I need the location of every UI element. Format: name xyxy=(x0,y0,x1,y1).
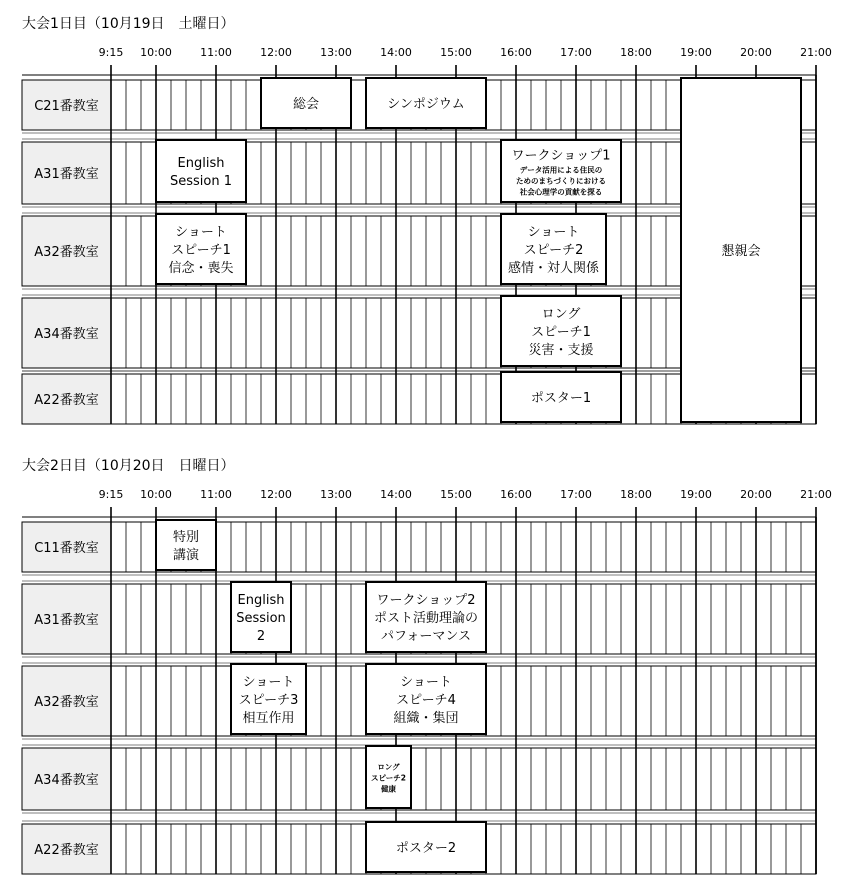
day-1-schedule xyxy=(22,15,832,424)
event-title-line: ポスター1 xyxy=(530,391,592,406)
event-subtitle-line: 社会心理学の貢献を探る xyxy=(519,187,603,197)
time-label: 16:00 xyxy=(500,488,532,501)
event-title-line: 感情・対人関係 xyxy=(507,261,600,276)
time-label: 11:00 xyxy=(200,46,232,59)
event-title-line: ショート xyxy=(242,675,295,690)
event-title-line: スピーチ1 xyxy=(171,243,231,258)
time-label: 18:00 xyxy=(620,488,652,501)
time-label: 17:00 xyxy=(560,488,592,501)
time-label: 20:00 xyxy=(740,488,772,501)
room-label: A34番教室 xyxy=(34,773,99,788)
event-block[interactable] xyxy=(366,582,486,652)
time-label: 14:00 xyxy=(380,46,412,59)
time-label: 12:00 xyxy=(260,46,292,59)
time-label: 19:00 xyxy=(680,46,712,59)
event-block[interactable] xyxy=(156,520,216,570)
room-label: A31番教室 xyxy=(34,167,99,182)
event-title-line: シンポジウム xyxy=(387,97,465,112)
event-title-line: 講演 xyxy=(172,548,200,563)
event-block[interactable] xyxy=(366,664,486,734)
room-label: A32番教室 xyxy=(34,245,99,260)
time-label: 16:00 xyxy=(500,46,532,59)
event-title-line: ポスト活動理論の xyxy=(373,611,479,626)
event-title-line: ポスター2 xyxy=(395,841,457,856)
event-title-line: 総会 xyxy=(292,97,320,112)
time-label: 12:00 xyxy=(260,488,292,501)
event-block[interactable] xyxy=(231,582,291,652)
time-label: 15:00 xyxy=(440,488,472,501)
room-label: C21番教室 xyxy=(34,99,99,114)
event-title-line: 懇親会 xyxy=(721,244,761,259)
time-label: 10:00 xyxy=(140,46,172,59)
room-label: A22番教室 xyxy=(34,393,99,408)
event-title-line: パフォーマンス xyxy=(381,629,471,644)
day-2-schedule xyxy=(22,457,832,874)
room-label: C11番教室 xyxy=(34,541,99,556)
event-block[interactable] xyxy=(261,78,351,128)
time-label: 11:00 xyxy=(200,488,232,501)
event-block[interactable] xyxy=(231,664,306,734)
event-title-line: ショート xyxy=(175,225,227,240)
event-block[interactable] xyxy=(366,746,411,808)
time-label: 9:15 xyxy=(98,46,124,59)
event-subtitle-line: 健康 xyxy=(381,784,396,794)
day-title: 大会2日目（10月20日 日曜日） xyxy=(22,458,235,474)
event-block[interactable] xyxy=(501,214,606,284)
event-title-line: スピーチ4 xyxy=(396,693,456,708)
day-title: 大会1日目（10月19日 土曜日） xyxy=(22,16,235,32)
event-title-line: スピーチ1 xyxy=(531,325,591,340)
room-label: A32番教室 xyxy=(34,695,99,710)
event-title-line: スピーチ2 xyxy=(523,243,584,258)
event-subtitle-line: ためのまちづくりにおける xyxy=(516,176,606,186)
event-block[interactable] xyxy=(156,140,246,202)
event-block[interactable] xyxy=(681,78,801,422)
time-label: 10:00 xyxy=(140,488,172,501)
event-subtitle-line: ロング xyxy=(377,762,400,772)
time-label: 14:00 xyxy=(380,488,412,501)
event-block[interactable] xyxy=(366,78,486,128)
event-block[interactable] xyxy=(501,140,621,202)
event-block[interactable] xyxy=(501,296,621,366)
event-block[interactable] xyxy=(156,214,246,284)
time-label: 13:00 xyxy=(320,488,352,501)
event-title-line: Session 1 xyxy=(169,174,233,189)
room-label: A31番教室 xyxy=(34,613,99,628)
time-label: 19:00 xyxy=(680,488,712,501)
event-title-line: スピーチ3 xyxy=(238,693,299,708)
event-title-line: ロング xyxy=(541,307,581,322)
time-label: 9:15 xyxy=(98,488,124,501)
event-subtitle-line: スピーチ2 xyxy=(371,773,406,783)
room-label: A34番教室 xyxy=(34,327,99,342)
time-label: 20:00 xyxy=(740,46,772,59)
event-title-line: 組織・集団 xyxy=(393,711,459,726)
event-block[interactable] xyxy=(501,372,621,422)
event-title-line: English xyxy=(177,156,225,171)
event-title-line: ショート xyxy=(400,675,452,690)
event-block[interactable] xyxy=(366,822,486,872)
room-label: A22番教室 xyxy=(34,843,99,858)
time-label: 18:00 xyxy=(620,46,652,59)
event-box xyxy=(156,140,246,202)
event-subtitle-line: データ活用による住民の xyxy=(519,165,603,175)
time-label: 21:00 xyxy=(800,488,832,501)
event-title-line: 特別 xyxy=(172,530,200,545)
event-title-line: 信念・喪失 xyxy=(168,261,234,276)
time-label: 13:00 xyxy=(320,46,352,59)
event-title-line: ワークショップ2 xyxy=(376,593,476,608)
time-label: 15:00 xyxy=(440,46,472,59)
event-title-line: 災害・支援 xyxy=(528,343,594,358)
event-title-line: English xyxy=(237,593,285,608)
time-label: 17:00 xyxy=(560,46,592,59)
event-title-line: ワークショップ1 xyxy=(511,148,611,164)
event-title-line: 2 xyxy=(256,629,266,644)
event-title-line: 相互作用 xyxy=(242,711,295,726)
event-title-line: Session xyxy=(236,611,286,626)
event-title-line: ショート xyxy=(527,225,580,240)
time-label: 21:00 xyxy=(800,46,832,59)
